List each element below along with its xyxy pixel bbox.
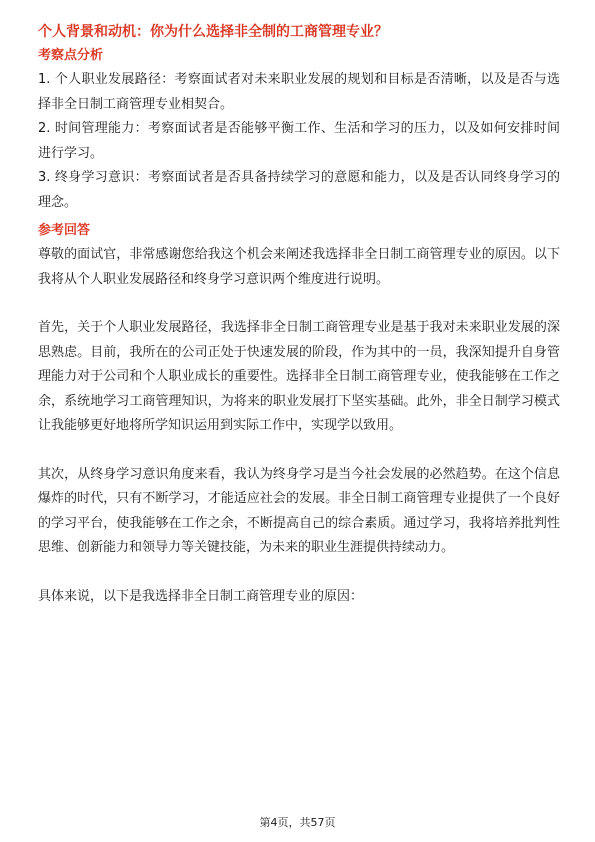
answer-paragraph-lifelong: 其次，从终身学习意识角度来看，我认为终身学习是当今社会发展的必然趋势。在这个信息爆炸的时代，只有不断学习，才能适应社会的发展。非全日制工商管理专业提供了一个良好的学习平台，使我能够在工作之余，不断提高自己的综合素质。通过学习，我将培养批判性思维、创新能力和领导力等关键技能，为未来的职业生涯提供持续动力。 xyxy=(38,466,560,555)
analysis-point-3: 3. 终身学习意识：考察面试者是否具备持续学习的意愿和能力，以及是否认同终身学习的理念。 xyxy=(38,170,560,210)
question-title: 个人背景和动机：你为什么选择非全制的工商管理专业？ xyxy=(38,24,388,40)
answer-paragraph-career: 首先，关于个人职业发展路径，我选择非全日制工商管理专业是基于我对未来职业发展的深思熟虑。目前，我所在的公司正处于快速发展的阶段，作为其中的一员，我深知提升自身管理能力对于公司和个人职业成长的重要性。选择非全日制工商管理专业，使我能够在工作之余，系统地学习工商管理知识，为将来的职业发展打下坚实基础。此外，非全日制学习模式让我能够更好地将所学知识运用到实际工作中，实现学以致用。 xyxy=(38,320,560,433)
page-number: 第4页，共57页 xyxy=(259,816,336,829)
answer-paragraph-reasons: 具体来说，以下是我选择非全日制工商管理专业的原因： xyxy=(38,588,364,604)
answer-heading: 参考回答 xyxy=(38,223,91,238)
answer-paragraph-intro: 尊敬的面试官，非常感谢您给我这个机会来阐述我选择非全日制工商管理专业的原因。以下我将从个人职业发展路径和终身学习意识两个维度进行说明。 xyxy=(38,247,560,287)
document-page xyxy=(38,20,560,609)
analysis-point-2: 2. 时间管理能力：考察面试者是否能够平衡工作、生活和学习的压力，以及如何安排时间进行学习。 xyxy=(38,121,560,161)
analysis-point-1: 1. 个人职业发展路径：考察面试者对未来职业发展的规划和目标是否清晰，以及是否与选择非全日制工商管理专业相契合。 xyxy=(38,72,560,112)
analysis-heading: 考察点分析 xyxy=(38,48,104,63)
